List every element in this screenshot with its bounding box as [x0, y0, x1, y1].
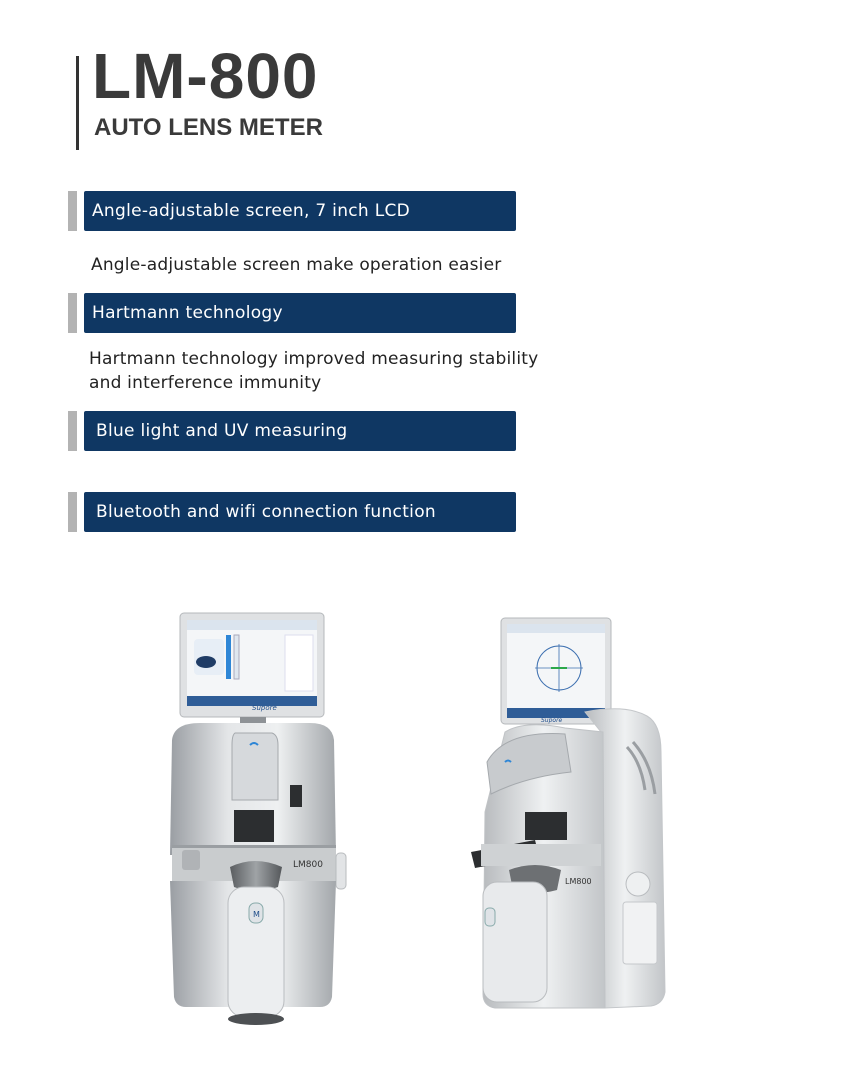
description-line: Hartmann technology improved measuring stability: [89, 349, 539, 369]
feature-description-screen: Angle-adjustable screen make operation easier: [91, 255, 502, 275]
product-subtitle: AUTO LENS METER: [94, 114, 323, 141]
description-line: and interference immunity: [89, 373, 322, 393]
feature-accent-bar: [68, 411, 77, 451]
lens-meter-angled-image: [465, 612, 685, 1022]
feature-accent-bar: [68, 492, 77, 532]
feature-heading-connectivity: Bluetooth and wifi connection function: [84, 492, 516, 532]
svg-text:Supore: Supore: [252, 704, 277, 712]
svg-text:M: M: [253, 910, 260, 919]
feature-heading-bluelight: Blue light and UV measuring: [84, 411, 516, 451]
product-model-title: LM-800: [92, 40, 319, 112]
lens-meter-front-image: [160, 605, 360, 1035]
svg-text:LM800: LM800: [293, 860, 323, 870]
feature-heading-screen: Angle-adjustable screen, 7 inch LCD: [84, 191, 516, 231]
feature-description-hartmann: [89, 347, 538, 395]
feature-accent-bar: [68, 191, 77, 231]
feature-accent-bar: [68, 293, 77, 333]
svg-text:Supore: Supore: [541, 717, 563, 724]
title-divider: [76, 56, 79, 150]
svg-text:LM800: LM800: [565, 877, 592, 886]
feature-heading-hartmann: Hartmann technology: [84, 293, 516, 333]
